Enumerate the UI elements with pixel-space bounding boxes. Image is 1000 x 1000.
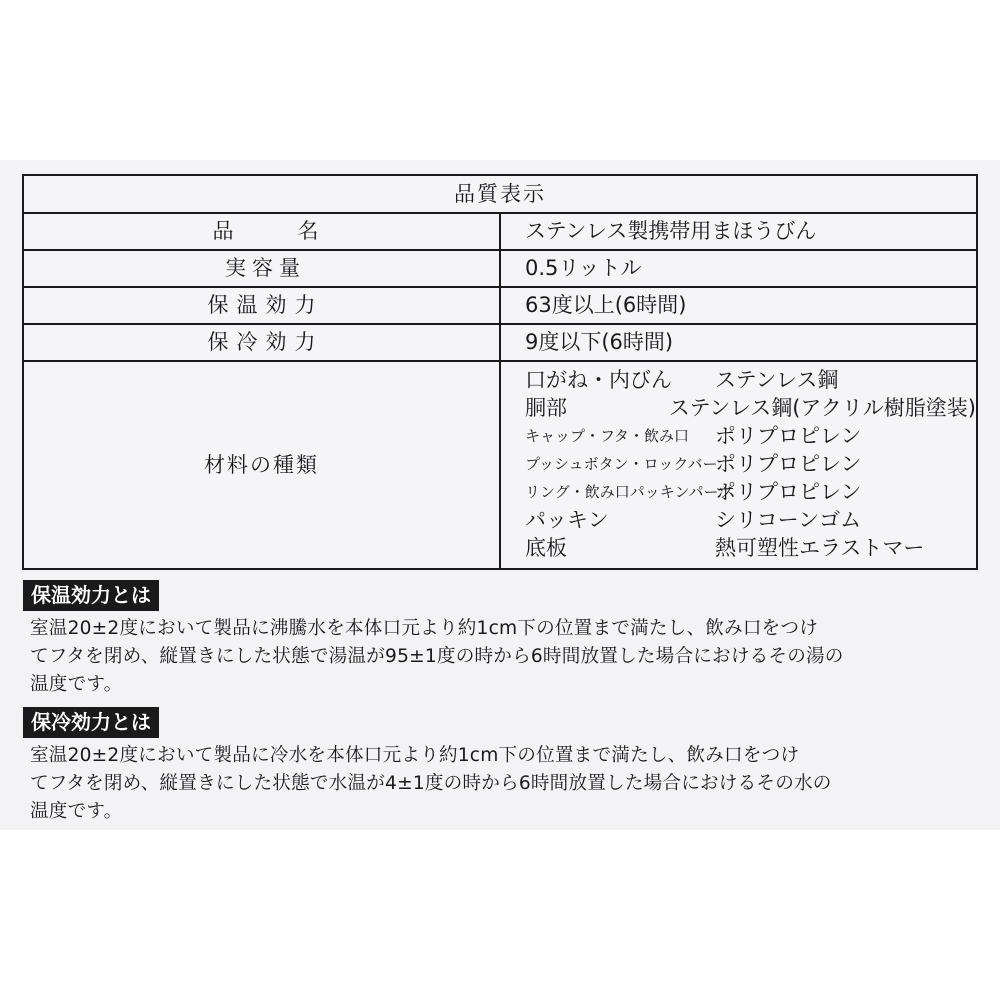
list-item: [525, 478, 976, 506]
material-part: プッシュボタン・ロックバー: [525, 454, 718, 473]
capacity-label: 実容量: [23, 250, 500, 287]
materials-list: [500, 361, 977, 569]
material-type: ポリプロピレン: [715, 451, 862, 476]
definition-line: 室温20±2度において製品に沸騰水を本体口元より約1cm下の位置まで満たし、飲み口をつけ: [30, 618, 819, 639]
heat-retention-value: 63度以上(6時間): [500, 287, 977, 324]
material-part: キャップ・フタ・飲み口: [525, 426, 689, 445]
definition-line: 温度です。: [30, 801, 123, 822]
list-item: [525, 450, 976, 478]
list-item: [525, 422, 976, 450]
material-type: ポリプロピレン: [715, 479, 862, 504]
material-part: パッキン: [525, 507, 609, 532]
definition-line: てフタを閉め、縦置きにした状態で湯温が95±1度の時から6時間放置した場合におけるその湯の: [30, 646, 844, 667]
definition-heading: 保温効力とは: [23, 580, 159, 611]
product-name-value: ステンレス製携帯用まほうびん: [500, 213, 977, 250]
table-row: [23, 361, 977, 569]
material-part: リング・飲み口パッキンパーツ: [525, 482, 733, 501]
definition-cold-retention: [30, 707, 995, 826]
material-type: シリコーンゴム: [715, 507, 862, 532]
heat-retention-label: 保温効力: [23, 287, 500, 324]
material-part: 口がね・内びん: [525, 367, 672, 392]
list-item: [525, 506, 976, 534]
product-name-label-part2: 名: [297, 219, 319, 243]
definition-line: 温度です。: [30, 674, 123, 695]
quality-label-table: [22, 174, 978, 570]
definition-heading: 保冷効力とは: [23, 707, 159, 738]
table-row: [23, 213, 977, 250]
definition-text: [30, 615, 995, 699]
list-item: [525, 366, 976, 394]
material-part: 底板: [525, 535, 567, 560]
definition-text: [30, 742, 995, 826]
material-type: ステンレス鋼: [715, 367, 839, 392]
list-item: [525, 394, 976, 422]
definitions: [30, 580, 995, 834]
list-item: [525, 534, 976, 562]
table-row: [23, 287, 977, 324]
material-part: 胴部: [525, 395, 567, 420]
definition-line: 室温20±2度において製品に冷水を本体口元より約1cm下の位置まで満たし、飲み口をつけ: [30, 745, 800, 766]
cold-retention-value: 9度以下(6時間): [500, 324, 977, 361]
table-row: [23, 324, 977, 361]
table-title: 品質表示: [23, 175, 977, 213]
definition-heat-retention: [30, 580, 995, 699]
capacity-value: 0.5リットル: [500, 250, 977, 287]
material-type: 熱可塑性エラストマー: [715, 535, 925, 560]
product-name-label: [23, 213, 500, 250]
definition-line: てフタを閉め、縦置きにした状態で水温が4±1度の時から6時間放置した場合におけるその水の: [30, 773, 832, 794]
material-type: ポリプロピレン: [715, 423, 862, 448]
cold-retention-label: 保冷効力: [23, 324, 500, 361]
table-row: [23, 250, 977, 287]
material-type: ステンレス鋼(アクリル樹脂塗装): [668, 395, 976, 420]
product-name-label-part1: 品: [212, 219, 234, 243]
materials-label: 材料の種類: [23, 361, 500, 569]
